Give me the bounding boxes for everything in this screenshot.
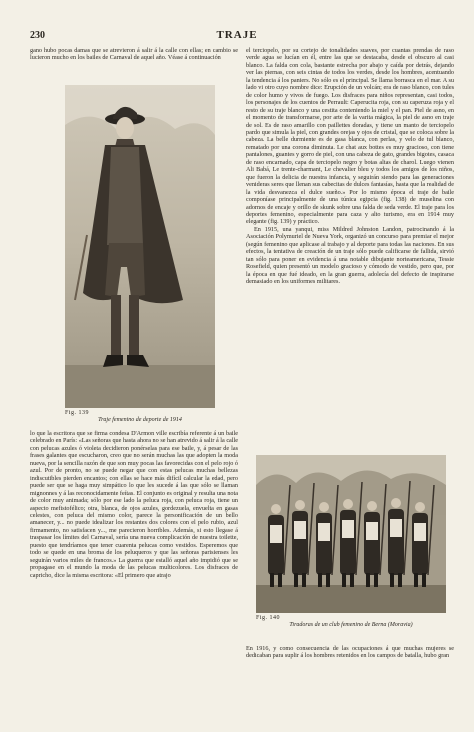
figure-140-photo: [256, 455, 446, 613]
women-shooting-club-illustration: [256, 455, 446, 613]
figure-140-caption-text: Tiradoras de un club femenino de Berna (Moravia): [289, 622, 413, 628]
page-number: 230: [30, 30, 45, 41]
figure-139-caption: [65, 410, 215, 424]
figure-140-caption: [256, 615, 446, 629]
right-column-bottom-text: [246, 645, 454, 685]
paragraph: lo que la escritora que se firma condesa D'Armon ville escribía referente á un baile celebrado en París: «Las señoras que hasta ahora no se han atrevido á salir á la calle con pelucas azules ó violeta decidieron ponérselas para ese baile, y, á pesar de las frases galantes que escucharon, creo que no serán muchas las que adopten la moda nueva, por la sencilla razón de que son muy pocas las favorecidas con el pelo rojo ó azul. Por de pronto, no se puede negar que con estas pelucas muchas bellezas indiscutibles pierden encantos; con ellas se hace más difícil calcular la edad, pero puede ser que se haga muy simpático lo que les sucede á las que sólo se llaman mignonnes y á las reconocidamente feítas. El conjunto es original y resulta una nota de color muy animada; sólo por ese lado la peluca roja, con peluca roja, tiene un aspecto mefistofélico; otra, blanca, de ojos azules, gordezuela, envuelta en gasas celestes, con peluca del mismo color, parece la personificación de un bello amanecer, y... no puede idealizar los restantes dos colores con el pelo rubio, azul firmamento, no satisfacen y..., me parecieron horribles. Además, si esto llegase á traspasar los límites del Carnaval, sería una nueva complicación de nuestra toilette, puesto que tendríamos que tener cuarenta pelucas como vestidos. Esperemos que todo se quede en una broma de los peluqueros y que las señoras parisienses les seguirán varios miles de francos.» La guerra que estalló aquel año impidió que se propagase en el mundo la moda de las pelucas multicolores. Los disfraces de capricho, dice la misma escritora: «El primero que atrajo: [30, 430, 238, 579]
left-column-top-text: [30, 47, 238, 77]
figure-139-label: Fig. 139: [65, 410, 90, 416]
left-column-bottom-text: [30, 430, 238, 725]
figure-139-photo: [65, 85, 215, 408]
paragraph: En 1916, y como consecuencia de las ocupaciones á que muchas mujeres se dedicaban para suplir á los hombres retenidos en los campos de batalla, hubo gran: [246, 645, 454, 660]
figure-140-label: Fig. 140: [256, 615, 281, 621]
paragraph: En 1915, una yanqui, miss Mildred Johnston Landon, patrocinando á la Asociación Polymuriel de Nueva York, organizó un concurso para premiar el mejor (según femenino que aplicase al trabajo y al deporte para todas las naciones. En sus efectos, la tentativa de creación de un traje sólo puede calificarse de fallida, sirvió tan sólo para poner en evidencia á una notable dibujante norteamericana, Tessie Rosefield, quien presentó un modelo gracioso y cómodo de vestido, pero que, por la época en que fué ideado, en la gran guerra, adolecía del defecto de inspirarse demasiado en los uniformes militares.: [246, 225, 454, 286]
figure-139-caption-text: Traje femenino de deporte de 1914: [98, 417, 182, 423]
page-header: [30, 30, 444, 42]
right-column-top-text: [246, 47, 454, 445]
running-title: TRAJE: [216, 29, 258, 41]
paragraph: gano hubo pocas damas que se atrevieron á salir á la calle con ellas; en cambio se lucieron mucho en los bailes de Carnaval de aquel año. Véase á continuación: [30, 47, 238, 62]
paragraph: el terciopelo, por su cortejo de tonalidades suaves, por cuantas prendas de raso verde agua se lucían en él, entre las que se destacaba, desde el obscuro al casi blanco. La falda con cola, bastante estrecha por abajo y caída por detrás, dejando ver las piernas, con seis cintas de todos los verdes, desde los hombres, acentuando la tendencia á los paniers. No sólo es el principal. Se llama borrasca en el mar. A su lado vi otro cuyo nombre dice: Erupción de un volcán; era de raso blanco, con tules de color humo y vivos de fuego. Los disfraces para niños representan, casi todos, los personajes de los cuentos de Perrault: Caperucita roja, con su caperuza roja y el resto de su traje blanco y una cestita conteniendo la miel y el pan. Piel de asno, en el momento de transformarse, por arte de la varita mágica, la piel de asno en traje de sol. Es de raso amarillo con paillettes doradas, y tiene un manto de terciopelo pardo que simula la piel, con grandes orejas y ojos de cristal, que se coloca sobre la cabeza. La belle durmiente es de gasa blanca, con perlas, y velo de tul blanco, rematado por una corona diminuta. Le chat aux bottes es muy gracioso, con tiene pantalones, guantes y gorro de piel, con una cabeza de gato, grandes bigotes, casaca de raso encarnado, capa de terciopelo negro y botas altas de charol. Luego vienen Ali Babá, Le trente-charmant, Le chevalier bleu y todos los amigos de los niños, que fueron la delicia de nuestra infancia, y seguirán siendo para las generaciones venideras seres que llenan sus cabecitas de dulces fantasías, hasta que la realidad de la vida desvanezca el dulce sueño.» Por lo mismo época el traje de baile componíase principalmente de una túnica egipcia (fig. 138) de muselina con adornos de encaje y orillo de skunk sobre una falda de seda verde. El traje para los deportes femenino, especialmente para caza y alto turismo, era en 1914 muy elegante (fig. 139) y práctico.: [246, 47, 454, 226]
woman-in-sport-outfit-illustration: [65, 85, 215, 408]
